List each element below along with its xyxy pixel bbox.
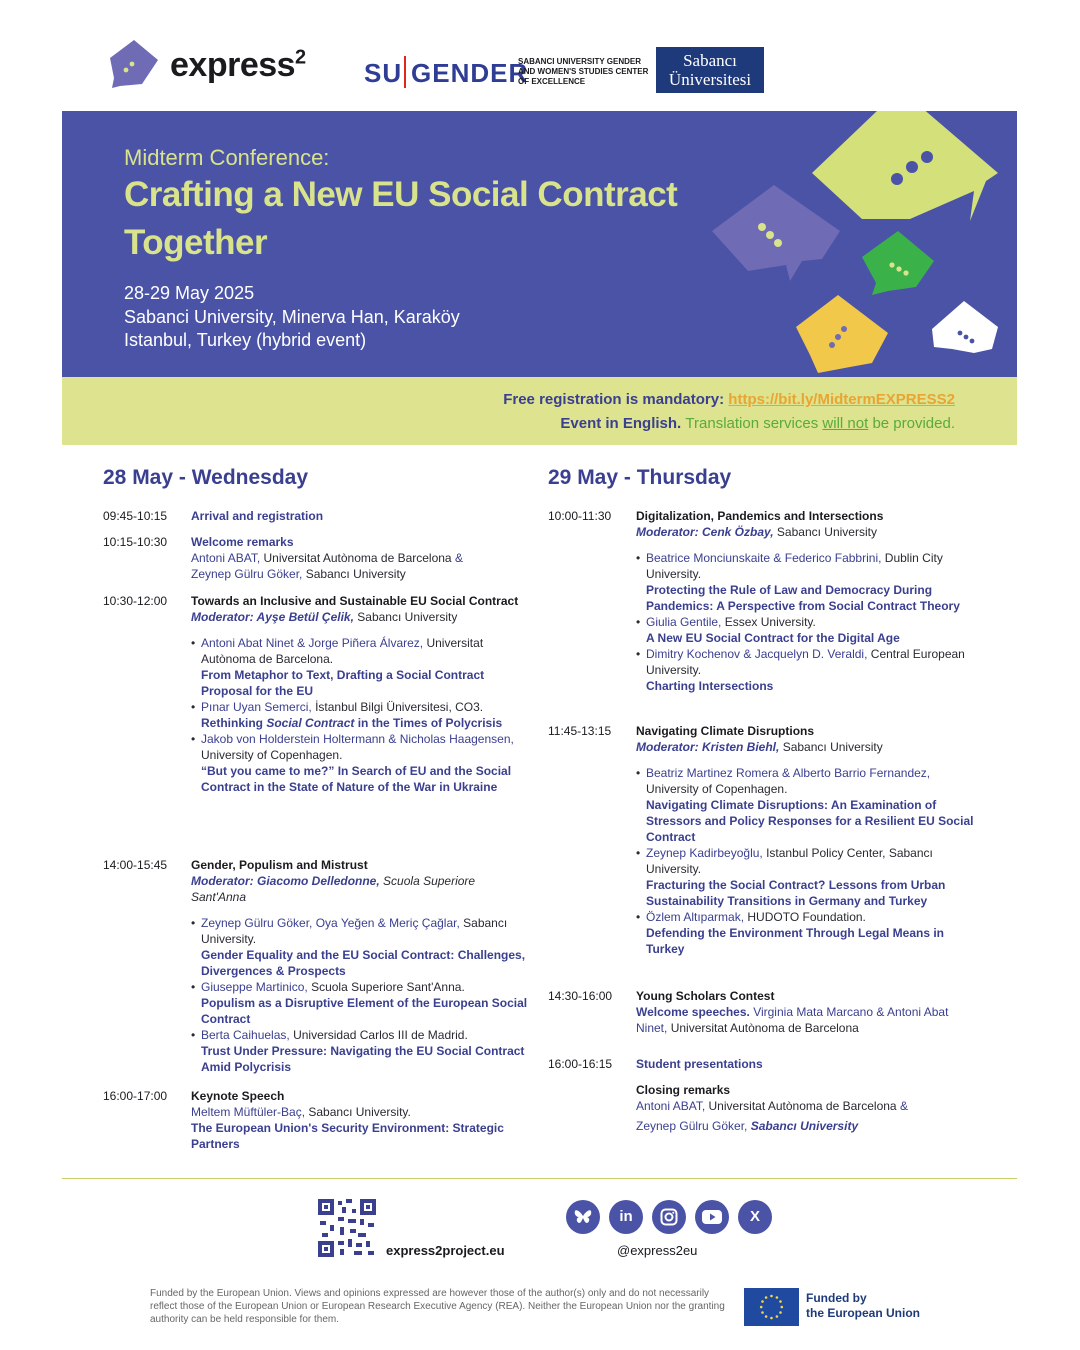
talk-item: • Özlem Altıparmak, HUDOTO Foundation. Defending the Environment Through Legal Means in Turkey bbox=[636, 909, 978, 957]
day2-title: 29 May - Thursday bbox=[548, 466, 732, 489]
registration-band bbox=[62, 377, 1017, 445]
talk-item: • Giulia Gentile, Essex University. A New EU Social Contract for the Digital Age bbox=[636, 614, 978, 646]
talk-item: • Beatriz Martinez Romera & Alberto Barrio Fernandez, University of Copenhagen. Navigating Climate Disruptions: An Examination of Stressors and Policy Responses for a Resilient EU Social Contract bbox=[636, 765, 978, 845]
hero-banner bbox=[62, 111, 1017, 377]
talk-item: • Pınar Uyan Semerci, İstanbul Bilgi Üniversitesi, CO3. Rethinking Social Contract in the Times of Polycrisis bbox=[191, 699, 528, 731]
speech-bubbles-illustration bbox=[702, 111, 1017, 377]
express-bubble-icon bbox=[102, 36, 164, 90]
footer-divider bbox=[62, 1178, 1017, 1179]
talk-item: • Zeynep Kadirbeyoğlu, Istanbul Policy Center, Sabancı University. Fracturing the Social Contract? Lessons from Urban Sustainability Transitions in Germany and Turkey bbox=[636, 845, 978, 909]
talk-item: • Antoni Abat Ninet & Jorge Piñera Álvarez, Universitat Autònoma de Barcelona. From Metaphor to Text, Drafting a Social Contract Proposal for the EU bbox=[191, 635, 528, 699]
youtube-icon[interactable] bbox=[695, 1200, 729, 1234]
language-line: Event in English. Translation services will not be provided. bbox=[560, 415, 955, 432]
linkedin-icon[interactable]: in bbox=[609, 1200, 643, 1234]
talk-item: • Giuseppe Martinico, Scuola Superiore Sant'Anna. Populism as a Disruptive Element of the European Social Contract bbox=[191, 979, 528, 1027]
qr-code-icon[interactable] bbox=[318, 1199, 376, 1257]
registration-link[interactable]: https://bit.ly/MidtermEXPRESS2 bbox=[728, 391, 955, 408]
talk-item: • Jakob von Holderstein Holtermann & Nicholas Haagensen, University of Copenhagen. “But you came to me?” In Search of EU and the Social Contract in the State of Nature of the War in Ukraine bbox=[191, 731, 528, 795]
talk-item: • Dimitry Kochenov & Jacquelyn D. Veraldi, Central European University. Charting Intersections bbox=[636, 646, 978, 694]
bluesky-icon[interactable] bbox=[566, 1200, 600, 1234]
social-handle: @express2eu bbox=[617, 1243, 698, 1258]
conference-location: Istanbul, Turkey (hybrid event) bbox=[124, 330, 367, 350]
conference-venue: Sabanci University, Minerva Han, Karaköy bbox=[124, 307, 460, 327]
talk-item: • Zeynep Gülru Göker, Oya Yeğen & Meriç Çağlar, Sabancı University. Gender Equality and the EU Social Contract: Challenges, Divergences & Prospects bbox=[191, 915, 528, 979]
sabanci-university-logo: Sabancı Üniversitesi bbox=[656, 47, 764, 93]
x-icon[interactable]: X bbox=[738, 1200, 772, 1234]
website-link[interactable]: express2project.eu bbox=[386, 1243, 505, 1258]
conference-subtitle: Midterm Conference: bbox=[124, 145, 330, 170]
day1-title: 28 May - Wednesday bbox=[103, 466, 309, 489]
conference-title: Crafting a New EU Social Contract Together bbox=[124, 175, 678, 262]
registration-line: Free registration is mandatory: https://bit.ly/MidtermEXPRESS2 bbox=[503, 391, 955, 408]
express2-logo: express$^2$ bbox=[102, 36, 342, 96]
eu-funding-label: Funded by the European Union bbox=[806, 1291, 920, 1320]
talk-item: • Beatrice Monciunskaite & Federico Fabbrini, Dublin City University. Protecting the Rule of Law and Democracy During Pandemics: A Perspective from Social Contract Theory bbox=[636, 550, 978, 614]
eu-flag-icon bbox=[744, 1288, 799, 1326]
sugender-logo: SU GENDER SABANCI UNIVERSITY GENDER AND WOMEN'S STUDIES CENTER OF EXCELLENCE bbox=[364, 57, 649, 88]
talk-item: • Berta Caihuelas, Universidad Carlos III de Madrid. Trust Under Pressure: Navigating the EU Social Contract Amid Polycrisis bbox=[191, 1027, 528, 1075]
funding-disclaimer: Funded by the European Union. Views and opinions expressed are however those of the author(s) only and do not necessarily reflect those of the European Union or European Research Executive Agency (REA). Neither the European Union nor the granting authority can be held responsible for them. bbox=[150, 1288, 725, 1325]
instagram-icon[interactable] bbox=[652, 1200, 686, 1234]
conference-date: 28-29 May 2025 bbox=[124, 283, 255, 303]
